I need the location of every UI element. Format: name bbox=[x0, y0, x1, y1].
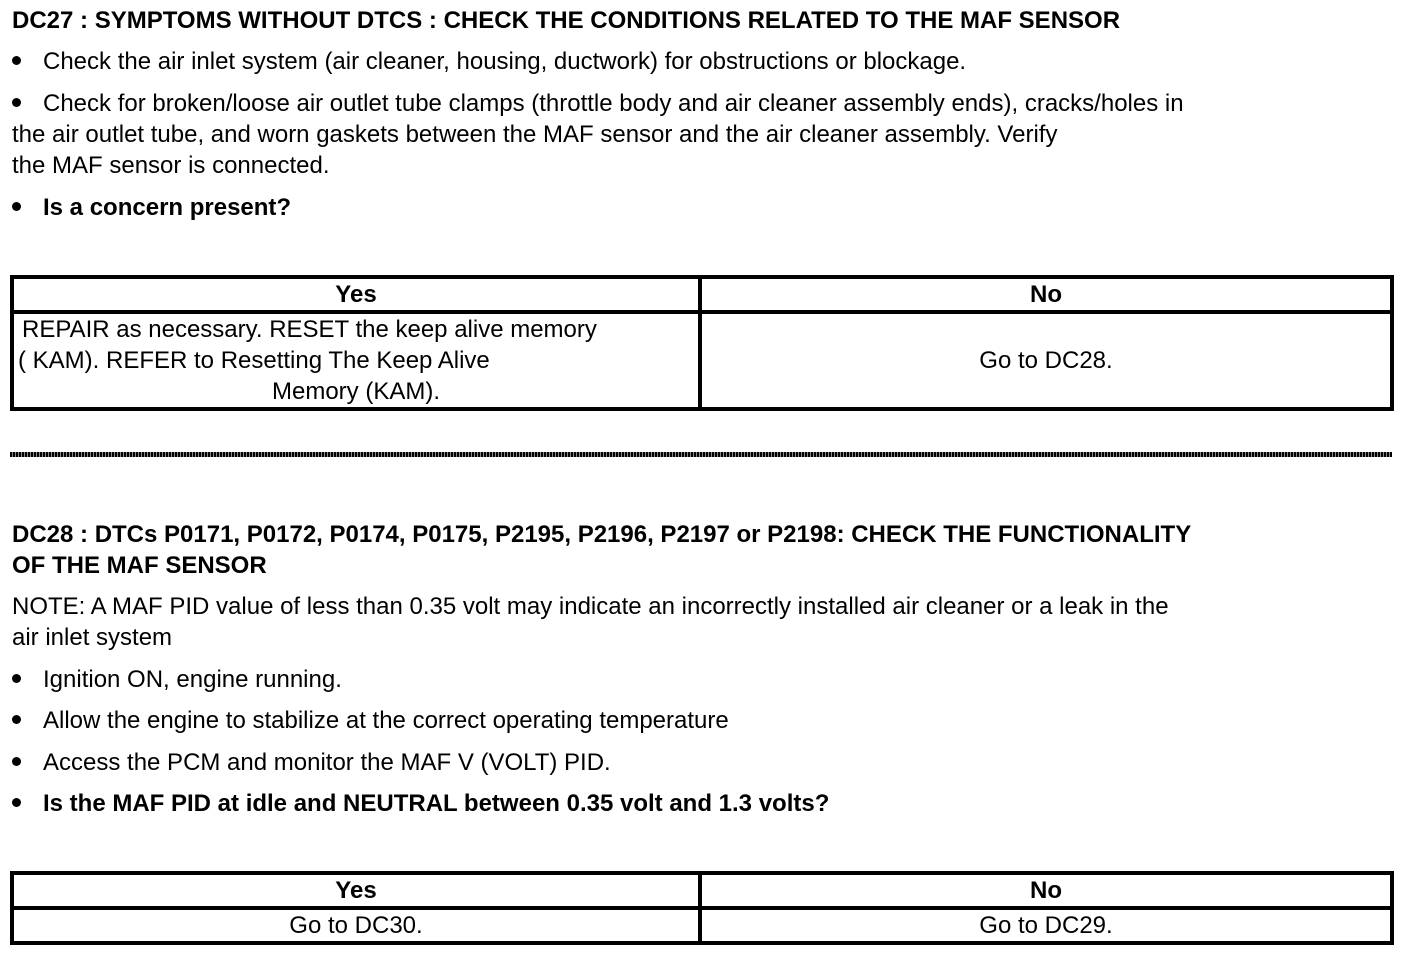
bullet-dot-icon bbox=[12, 98, 21, 107]
dc27-heading: DC27 : SYMPTOMS WITHOUT DTCS : CHECK THE CONDITIONS RELATED TO THE MAF SENSOR bbox=[12, 7, 1121, 34]
yes-header: Yes bbox=[12, 277, 700, 312]
dc27-bullet-1: Check the air inlet system (air cleaner, housing, ductwork) for obstructions or blockage. bbox=[12, 46, 966, 77]
yes-action-cell: Go to DC30. bbox=[12, 908, 700, 943]
no-header: No bbox=[700, 873, 1392, 908]
dc28-bullet-1: Ignition ON, engine running. bbox=[12, 664, 342, 695]
bullet-dot-icon bbox=[12, 757, 21, 766]
dc28-heading-line-2: OF THE MAF SENSOR bbox=[12, 552, 267, 579]
dc28-question: Is the MAF PID at idle and NEUTRAL between 0.35 volt and 1.3 volts? bbox=[12, 788, 829, 819]
dc28-note-line-1: NOTE: A MAF PID value of less than 0.35 volt may indicate an incorrectly installed air cleaner or a leak in the bbox=[12, 593, 1169, 620]
bullet-dot-icon bbox=[12, 202, 21, 211]
yes-action-cell: REPAIR as necessary. RESET the keep alive memory ( KAM). REFER to Resetting The Keep Alive Memory (KAM). bbox=[12, 312, 700, 409]
dc28-heading-line-1: DC28 : DTCs P0171, P0172, P0174, P0175, P2195, P2196, P2197 or P2198: CHECK THE FUNCTIONALITY bbox=[12, 521, 1192, 548]
bullet-dot-icon bbox=[12, 674, 21, 683]
yes-header: Yes bbox=[12, 873, 700, 908]
section-divider bbox=[10, 452, 1392, 457]
dc28-bullet-3: Access the PCM and monitor the MAF V (VOLT) PID. bbox=[12, 747, 611, 778]
dc27-bullet-2-continuation-2: the MAF sensor is connected. bbox=[12, 152, 330, 179]
dc28-bullet-2: Allow the engine to stabilize at the correct operating temperature bbox=[12, 705, 729, 736]
dc27-bullet-2: Check for broken/loose air outlet tube clamps (throttle body and air cleaner assembly ends), cracks/holes in bbox=[12, 88, 1184, 119]
dc27-question: Is a concern present? bbox=[12, 192, 291, 223]
bullet-dot-icon bbox=[12, 56, 21, 65]
dc28-note-line-2: air inlet system bbox=[12, 624, 173, 651]
dc27-yes-no-table bbox=[10, 275, 1394, 411]
dc28-yes-no-table bbox=[10, 871, 1394, 945]
bullet-dot-icon bbox=[12, 715, 21, 724]
dc27-bullet-2-continuation-1: the air outlet tube, and worn gaskets between the MAF sensor and the air cleaner assembly. Verify bbox=[12, 121, 1058, 148]
bullet-dot-icon bbox=[12, 798, 21, 807]
no-header: No bbox=[700, 277, 1392, 312]
no-action-cell: Go to DC29. bbox=[700, 908, 1392, 943]
no-action-cell: Go to DC28. bbox=[700, 312, 1392, 409]
